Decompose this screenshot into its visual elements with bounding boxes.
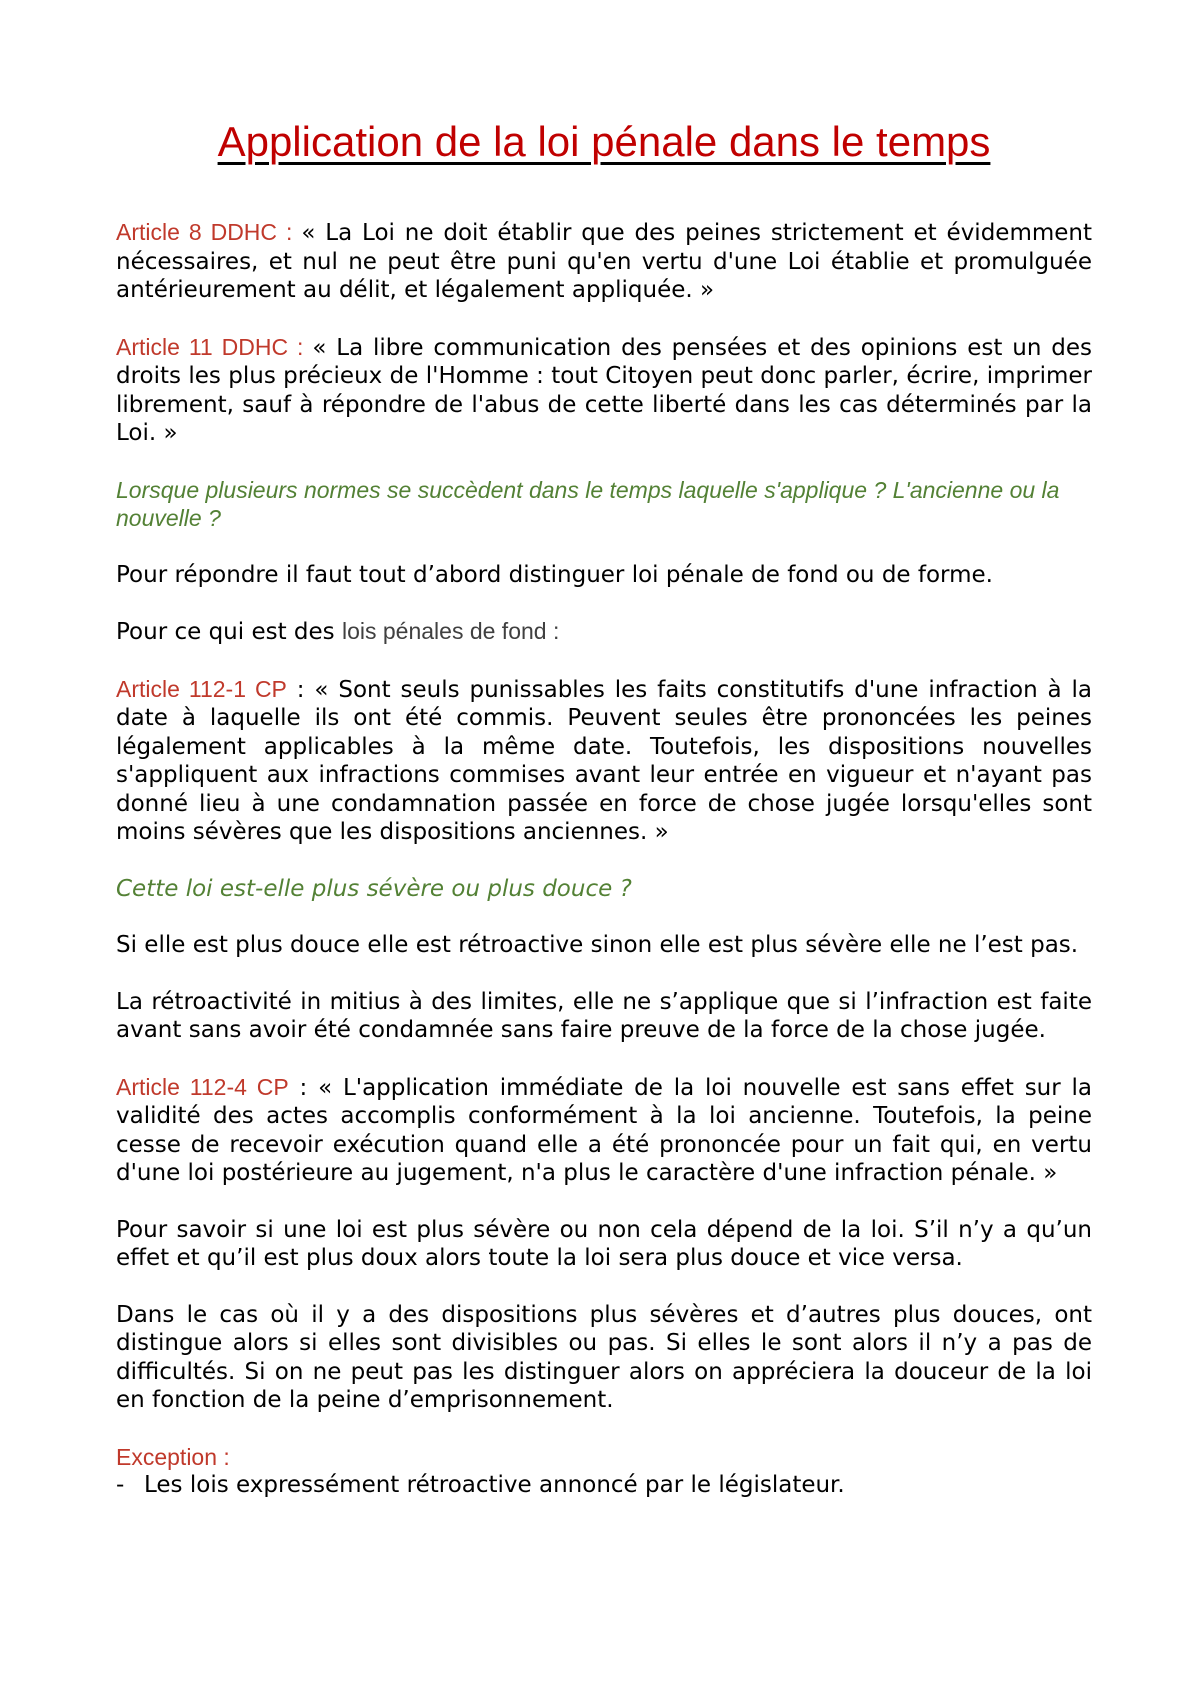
paragraph-plus-douce: Si elle est plus douce elle est rétroactive sinon elle est plus sévère elle ne l’est pas. xyxy=(116,932,1079,958)
paragraph-dispositions: Dans le cas où il y a des dispositions plus sévères et d’autres plus douces, ont distingue alors si elles sont divisibles ou pas. Si elles le sont alors il n’y a pas de difficultés. Si on ne peut pas les distinguer alors on appréciera la douceur de la loi en fonction de la peine d’emprisonnement. xyxy=(116,1301,1092,1413)
question-succession: Lorsque plusieurs normes se succèdent dans le temps laquelle s'applique ? L'ancienne ou la nouvelle ? xyxy=(116,476,1060,531)
paragraph-distinguer: Pour répondre il faut tout d’abord distinguer loi pénale de fond ou de forme. xyxy=(116,561,993,588)
article-8-paragraph xyxy=(116,218,1092,305)
document-body xyxy=(116,116,1092,1500)
lois-de-fond-label: lois pénales de fond : xyxy=(341,618,560,644)
exception-label: Exception : xyxy=(116,1443,230,1470)
article-11-paragraph xyxy=(116,333,1092,448)
dash-bullet: - xyxy=(116,1472,125,1498)
article-112-1-text: : « Sont seuls punissables les faits constitutifs d'une infraction à la date à laquelle ils ont été commis. Peuvent seules être prononcées les peines légalement applicables à la même date. Toutefois, les dispositions nouvelles s'appliquent aux infractions commises avant leur entrée en vigueur et n'ayant pas donné lieu à une condamnation passée en force de chose jugée lorsqu'elles sont moins sévères que les dispositions anciennes. » xyxy=(116,676,1092,845)
article-112-4-text: : « L'application immédiate de la loi nouvelle est sans effet sur la validité des actes accomplis conformément à la loi ancienne. Toutefois, la peine cesse de recevoir exécution quand elle a été prononcée pour un fait qui, en vertu d'une loi postérieure au jugement, n'a plus le caractère d'une infraction pénale. » xyxy=(116,1074,1092,1186)
question-severite: Cette loi est-elle plus sévère ou plus douce ? xyxy=(116,875,632,902)
paragraph-retroactivite: La rétroactivité in mitius à des limites, elle ne s’applique que si l’infraction est faite avant sans avoir été condamnée sans faire preuve de la force de la chose jugée. xyxy=(116,988,1092,1043)
paragraph-savoir: Pour savoir si une loi est plus sévère ou non cela dépend de la loi. S’il n’y a qu’un effet et qu’il est plus doux alors toute la loi sera plus douce et vice versa. xyxy=(116,1216,1092,1271)
article-8-reference: Article 8 DDHC : xyxy=(116,219,302,245)
article-112-1-reference: Article 112-1 CP xyxy=(116,675,287,702)
list-item xyxy=(116,1471,1092,1500)
lois-de-fond-lead: Pour ce qui est des xyxy=(116,619,342,645)
article-112-1-paragraph xyxy=(116,675,1092,847)
page-title: Application de la loi pénale dans le temps xyxy=(217,118,991,165)
exception-item-text: Les lois expressément rétroactive annoncé par le législateur. xyxy=(144,1472,845,1498)
article-11-text: « La libre communication des pensées et des opinions est un des droits les plus précieux de l'Homme : tout Citoyen peut donc parler, écrire, imprimer librement, sauf à répondre de l'abus de cette liberté dans les cas déterminés par la Loi. » xyxy=(116,334,1092,446)
article-112-4-paragraph xyxy=(116,1073,1092,1188)
article-8-text: « La Loi ne doit établir que des peines strictement et évidemment nécessaires, et nul ne peut être puni qu'en vertu d'une Loi établie et promulguée antérieurement au délit, et légalement appliquée. » xyxy=(116,220,1092,303)
article-112-4-reference: Article 112-4 CP xyxy=(116,1073,289,1100)
paragraph-lois-de-fond xyxy=(116,617,1092,647)
article-11-reference: Article 11 DDHC : xyxy=(116,333,313,360)
exception-list xyxy=(116,1471,1092,1500)
